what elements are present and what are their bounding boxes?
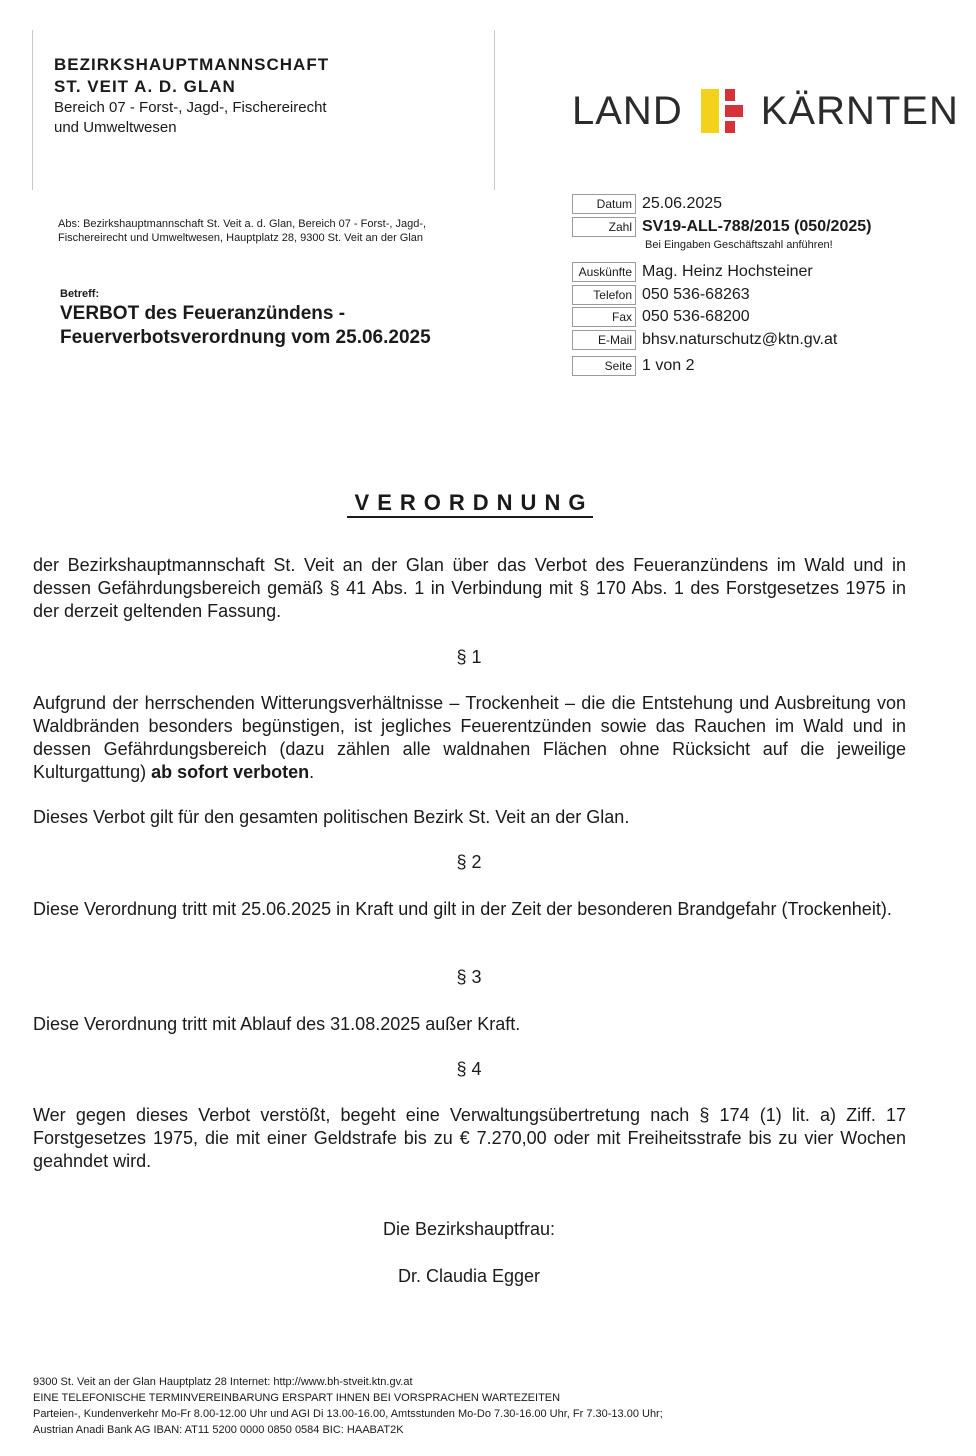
document-title: VERORDNUNG — [0, 490, 940, 516]
footer-address: 9300 St. Veit an der Glan Hauptplatz 28 Internet: http://www.bh-stveit.ktn.gv.at — [33, 1376, 413, 1388]
subject-line-1: VERBOT des Feueranzündens - — [60, 303, 346, 324]
info-row-zahl — [572, 217, 871, 237]
datum-value: 25.06.2025 — [642, 195, 723, 212]
coat-of-arms-icon — [701, 89, 743, 133]
section-1-paragraph: Aufgrund der herrschenden Witterungsverhältnisse – Trockenheit – die die Entstehung und Ausbreitung von Waldbränden besonders begünstigen, ist jegliches Feuerentzünden sowie das Rauchen im Wald und in dessen Gefährdungsbereich (dazu zählen alle waldnahen Flächen ohne Rücksicht auf die jeweilige Kulturgattung) ab sofort verboten. — [33, 693, 906, 782]
info-row-auskuenfte — [572, 262, 813, 282]
datum-label: Datum — [572, 194, 636, 214]
seite-value: 1 von 2 — [642, 357, 695, 374]
sender-line: Abs: Bezirkshauptmannschaft St. Veit a. d. Glan, Bereich 07 - Forst-, Jagd-, Fischereirecht und Umweltwesen, Hauptplatz 28, 9300 St. Veit an der Glan — [58, 218, 427, 244]
authority-block — [54, 54, 329, 138]
zahl-note: Bei Eingaben Geschäftszahl anführen! — [645, 239, 833, 251]
subject-line-2: Feuerverbotsverordnung vom 25.06.2025 — [60, 327, 431, 348]
subject-label: Betreff: — [60, 288, 100, 300]
email-label: E-Mail — [572, 330, 636, 350]
section-4-paragraph: Wer gegen dieses Verbot verstößt, begeht eine Verwaltungsübertretung nach § 174 (1) lit. a) Ziff. 17 Forstgesetzes 1975, die mit einer Geldstrafe bis zu € 7.270,00 oder mit Freiheitsstrafe bis zu vier Wochen geahndet wird. — [33, 1105, 906, 1171]
signature-role: Die Bezirkshauptfrau: — [382, 1219, 556, 1239]
intro-paragraph: der Bezirkshauptmannschaft St. Veit an der Glan über das Verbot des Feueranzündens im Wald und in dessen Gefährdungsbereich gemäß § 41 Abs. 1 in Verbindung mit § 170 Abs. 1 des Forstgesetzes 1975 in der derzeit geltenden Fassung. — [33, 555, 906, 621]
land-kaernten-logo — [572, 86, 959, 136]
fax-value: 050 536-68200 — [642, 308, 750, 325]
department-line-2: und Umweltwesen — [54, 119, 177, 136]
logo-word-kaernten: KÄRNTEN — [760, 89, 959, 133]
signature-name: Dr. Claudia Egger — [397, 1266, 541, 1286]
section-2-heading: § 2 — [456, 852, 482, 872]
logo-word-land: LAND — [572, 89, 683, 133]
section-4-heading: § 4 — [456, 1059, 482, 1079]
footer-notice: EINE TELEFONISCHE TERMINVEREINBARUNG ERSPART IHNEN BEI VORSPRACHEN WARTEZEITEN — [33, 1392, 561, 1404]
info-row-datum — [572, 194, 722, 214]
section-3-heading: § 3 — [456, 967, 482, 987]
info-row-seite — [572, 356, 694, 376]
email-value[interactable]: bhsv.naturschutz@ktn.gv.at — [642, 331, 838, 348]
footer-bank: Austrian Anadi Bank AG IBAN: AT11 5200 0000 0850 0584 BIC: HAABAT2K — [33, 1424, 404, 1436]
info-row-fax — [572, 307, 750, 327]
zahl-label: Zahl — [572, 217, 636, 237]
subject — [60, 302, 490, 350]
info-row-telefon — [572, 285, 750, 305]
seite-label: Seite — [572, 356, 636, 376]
authority-location: ST. VEIT A. D. GLAN — [54, 77, 236, 96]
footer-hours: Parteien-, Kundenverkehr Mo-Fr 8.00-12.00 Uhr und AGI Di 13.00-16.00, Amtsstunden Mo-Do 7.30-16.00 Uhr, Fr 7.30-13.00 Uhr; — [33, 1408, 663, 1420]
info-row-email — [572, 330, 837, 350]
authority-name: BEZIRKSHAUPTMANNSCHAFT — [54, 55, 330, 74]
section-3-paragraph: Diese Verordnung tritt mit Ablauf des 31.08.2025 außer Kraft. — [33, 1014, 521, 1034]
section-2-paragraph: Diese Verordnung tritt mit 25.06.2025 in Kraft und gilt in der Zeit der besonderen Brandgefahr (Trockenheit). — [33, 899, 892, 919]
section-1-emphasis: ab sofort verboten — [151, 762, 310, 782]
fax-label: Fax — [572, 307, 636, 327]
telefon-label: Telefon — [572, 285, 636, 305]
auskuenfte-value: Mag. Heinz Hochsteiner — [642, 263, 813, 280]
section-1-scope: Dieses Verbot gilt für den gesamten politischen Bezirk St. Veit an der Glan. — [33, 807, 630, 827]
telefon-value: 050 536-68263 — [642, 286, 750, 303]
address-frame-left-line — [32, 30, 33, 190]
zahl-value: SV19-ALL-788/2015 (050/2025) — [642, 218, 872, 235]
section-1-heading: § 1 — [456, 647, 482, 667]
department-line-1: Bereich 07 - Forst-, Jagd-, Fischereirecht — [54, 99, 327, 116]
address-frame-right-line — [494, 30, 495, 190]
auskuenfte-label: Auskünfte — [572, 262, 636, 282]
